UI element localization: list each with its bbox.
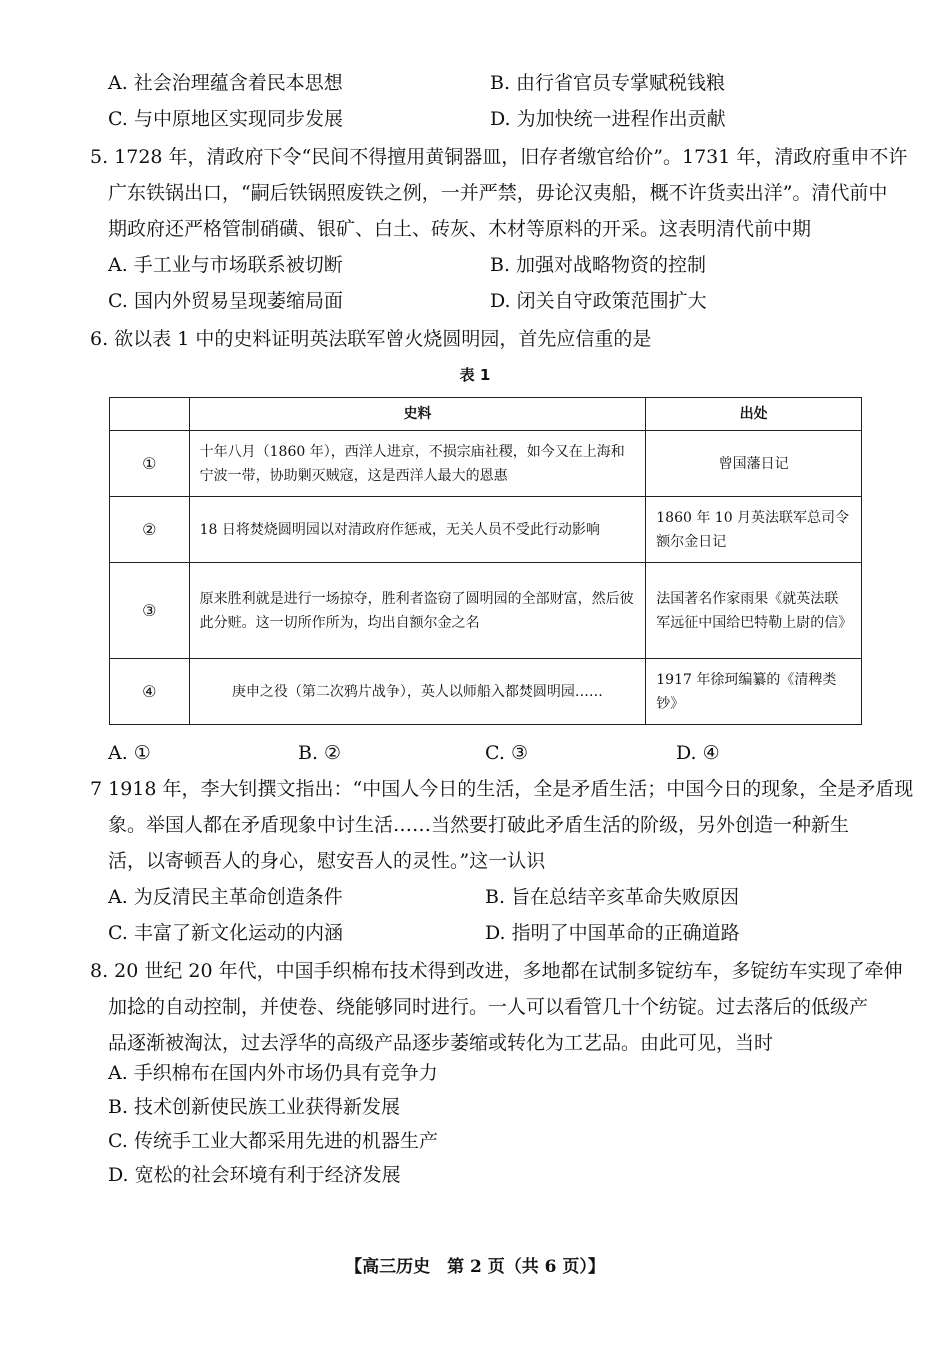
q7-option-b: B. 旨在总结辛亥革命失败原因 <box>485 886 740 908</box>
table-header-source: 出处 <box>646 398 862 431</box>
q8-stem-line-1: 8. 20 世纪 20 年代，中国手织棉布技术得到改进，多地都在试制多锭纺车，多锭纺车实现了牵伸 <box>90 960 903 982</box>
q8-option-c: C. 传统手工业大都采用先进的机器生产 <box>108 1130 438 1152</box>
q6-option-a: A. ① <box>108 742 151 764</box>
source-table <box>109 397 862 725</box>
row-material: 庚申之役（第二次鸦片战争），英人以师船入都焚圆明园…… <box>189 659 646 725</box>
q6-option-c: C. ③ <box>485 742 528 764</box>
q7-option-a: A. 为反清民主革命创造条件 <box>108 886 343 908</box>
row-material: 18 日将焚烧圆明园以对清政府作惩戒，无关人员不受此行动影响 <box>189 497 646 563</box>
table-header-num <box>110 398 190 431</box>
q7-stem-line-3: 活，以寄顿吾人的身心，慰安吾人的灵性。”这一认识 <box>108 850 546 872</box>
q5-stem-line-3: 期政府还严格管制硝磺、银矿、白土、砖灰、木材等原料的开采。这表明清代前中期 <box>108 218 812 240</box>
row-number: ③ <box>110 563 190 659</box>
table-row <box>110 659 862 725</box>
q4-option-d: D. 为加快统一进程作出贡献 <box>490 108 726 130</box>
q7-option-d: D. 指明了中国革命的正确道路 <box>485 922 740 944</box>
table-row <box>110 563 862 659</box>
q7-stem-line-2: 象。举国人都在矛盾现象中讨生活……当然要打破此矛盾生活的阶级，另外创造一种新生 <box>108 814 850 836</box>
page-footer: 【高三历史 第 2 页（共 6 页）】 <box>345 1257 605 1277</box>
row-material: 十年八月（1860 年），西洋人进京，不损宗庙社稷，如今又在上海和宁波一带，协助剿灭贼寇，这是西洋人最大的恩惠 <box>189 431 646 497</box>
q6-option-b: B. ② <box>298 742 342 764</box>
table-row <box>110 431 862 497</box>
row-source: 1917 年徐珂编纂的《清稗类钞》 <box>646 659 862 725</box>
q7-stem-line-1: 7 1918 年，李大钊撰文指出：“中国人今日的生活，全是矛盾生活；中国今日的现象，全是矛盾现 <box>90 778 914 800</box>
q4-option-b: B. 由行省官员专掌赋税钱粮 <box>490 72 726 94</box>
row-number: ① <box>110 431 190 497</box>
q4-option-a: A. 社会治理蕴含着民本思想 <box>108 72 343 94</box>
row-source: 曾国藩日记 <box>646 431 862 497</box>
table-header-material: 史料 <box>189 398 646 431</box>
q5-option-c: C. 国内外贸易呈现萎缩局面 <box>108 290 343 312</box>
table-caption: 表 1 <box>459 366 491 384</box>
row-source: 1860 年 10 月英法联军总司令额尔金日记 <box>646 497 862 563</box>
table-row <box>110 497 862 563</box>
q8-stem-line-3: 品逐渐被淘汰，过去浮华的高级产品逐步萎缩或转化为工艺品。由此可见，当时 <box>108 1032 774 1054</box>
q6-option-d: D. ④ <box>676 742 720 764</box>
q5-option-d: D. 闭关自守政策范围扩大 <box>490 290 707 312</box>
row-number: ④ <box>110 659 190 725</box>
q5-stem-line-2: 广东铁锅出口，“嗣后铁锅照废铁之例，一并严禁，毋论汉夷船，概不许货卖出洋”。清代前中 <box>108 182 888 204</box>
q8-option-d: D. 宽松的社会环境有利于经济发展 <box>108 1164 401 1186</box>
q4-option-c: C. 与中原地区实现同步发展 <box>108 108 343 130</box>
table-header-row <box>110 398 862 431</box>
row-number: ② <box>110 497 190 563</box>
row-material: 原来胜利就是进行一场掠夺，胜利者盗窃了圆明园的全部财富，然后彼此分赃。这一切所作所为，均出自额尔金之名 <box>189 563 646 659</box>
q5-option-a: A. 手工业与市场联系被切断 <box>108 254 343 276</box>
q8-option-a: A. 手织棉布在国内外市场仍具有竞争力 <box>108 1062 438 1084</box>
row-source: 法国著名作家雨果《就英法联军远征中国给巴特勒上尉的信》 <box>646 563 862 659</box>
q5-stem-line-1: 5. 1728 年，清政府下令“民间不得擅用黄铜器皿，旧存者缴官给价”。1731 年，清政府重申不许 <box>90 146 908 168</box>
q6-stem: 6. 欲以表 1 中的史料证明英法联军曾火烧圆明园，首先应信重的是 <box>90 328 652 350</box>
q8-option-b: B. 技术创新使民族工业获得新发展 <box>108 1096 401 1118</box>
q8-stem-line-2: 加捻的自动控制，并使卷、绕能够同时进行。一人可以看管几十个纺锭。过去落后的低级产 <box>108 996 869 1018</box>
q7-option-c: C. 丰富了新文化运动的内涵 <box>108 922 343 944</box>
q5-option-b: B. 加强对战略物资的控制 <box>490 254 707 276</box>
